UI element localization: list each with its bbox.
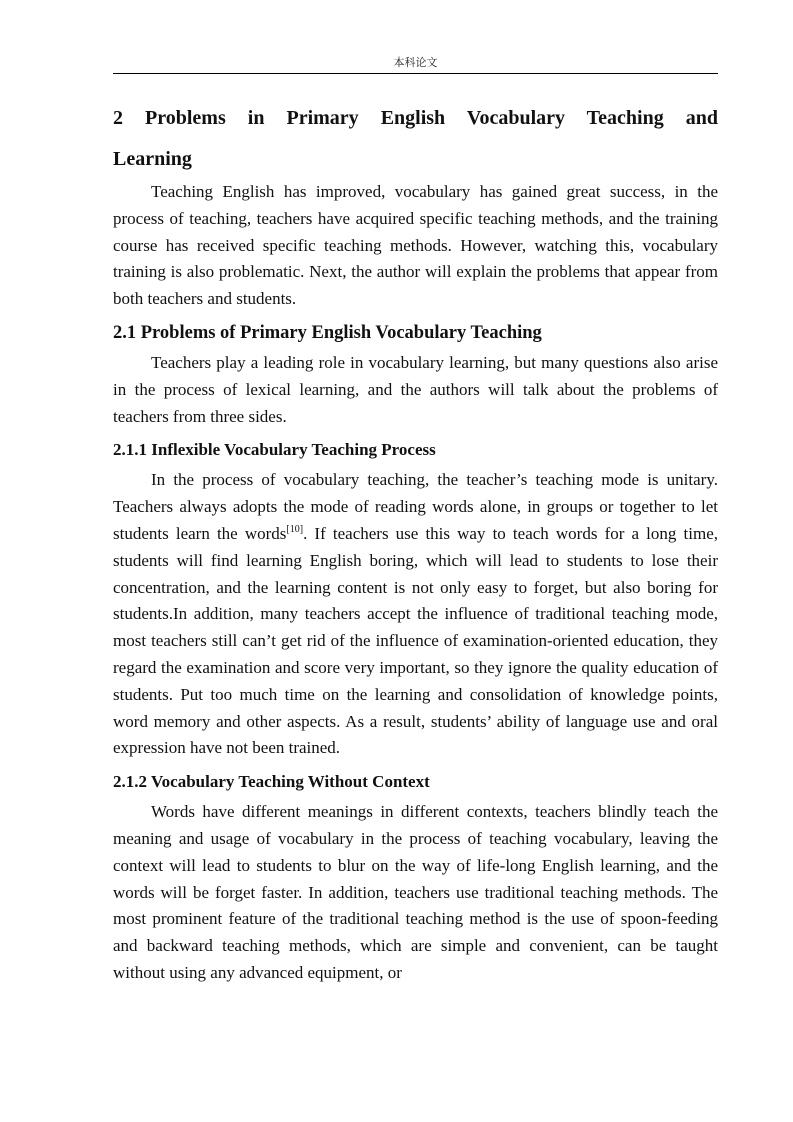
section-2-1-2-paragraph: Words have different meanings in different contexts, teachers blindly teach the meaning and usage of vocabulary in the process of teaching vocabulary, leaving the context will lead to students to blur on the way of life-long English learning, and the words will be forget faster. In addition, teachers use traditional teaching methods. The most prominent feature of the traditional teaching method is the use of spoon-feeding and backward teaching methods, which are simple and convenient, can be taught without using any advanced equipment, or — [113, 802, 718, 982]
header-rule — [113, 73, 718, 74]
section-2-1-1-paragraph — [113, 467, 718, 762]
citation-marker: [10] — [286, 523, 304, 535]
section-2-1-heading: 2.1 Problems of Primary English Vocabulary Teaching — [113, 322, 542, 343]
chapter-intro-paragraph: Teaching English has improved, vocabulary has gained great success, in the process of teaching, teachers have acquired specific teaching methods, and the training course has received specific teaching methods. However, watching this, vocabulary training is also problematic. Next, the author will explain the problems that appear from both teachers and students. — [113, 182, 718, 309]
chapter-title-line2: Learning — [113, 147, 192, 170]
chapter-title-line1: 2 Problems in Primary English Vocabulary Teaching and — [113, 107, 718, 129]
chapter-title — [113, 98, 718, 179]
paragraph-text: . If teachers use this way to teach words for a long time, students will find learning English boring, which will lead to students to lose their concentration, and the learning content is not only easy to forget, but also boring for students.In addition, many teachers accept the influence of traditional teaching mode, most teachers still can’t get rid of the influence of examination-oriented education, they regard the examination and score very important, so they ignore the quality education of students. Put too much time on the learning and consolidation of knowledge points, word memory and other aspects. As a result, students’ ability of language use and oral expression have not been trained. — [113, 523, 718, 758]
section-2-1-paragraph: Teachers play a leading role in vocabulary learning, but many questions also arise in the process of lexical learning, and the authors will talk about the problems of teachers from three sides. — [113, 352, 718, 426]
page-body — [113, 98, 718, 987]
paragraph-text: In the process of vocabulary teaching, the teacher’s teaching mode is unitary. Teachers always adopts the mode of reading words alone, in groups or together to let students learn the words — [113, 470, 718, 543]
section-2-1-1-heading: 2.1.1 Inflexible Vocabulary Teaching Process — [113, 440, 436, 460]
section-2-1-2-heading: 2.1.2 Vocabulary Teaching Without Context — [113, 772, 430, 792]
running-header: 本科论文 — [393, 56, 438, 69]
